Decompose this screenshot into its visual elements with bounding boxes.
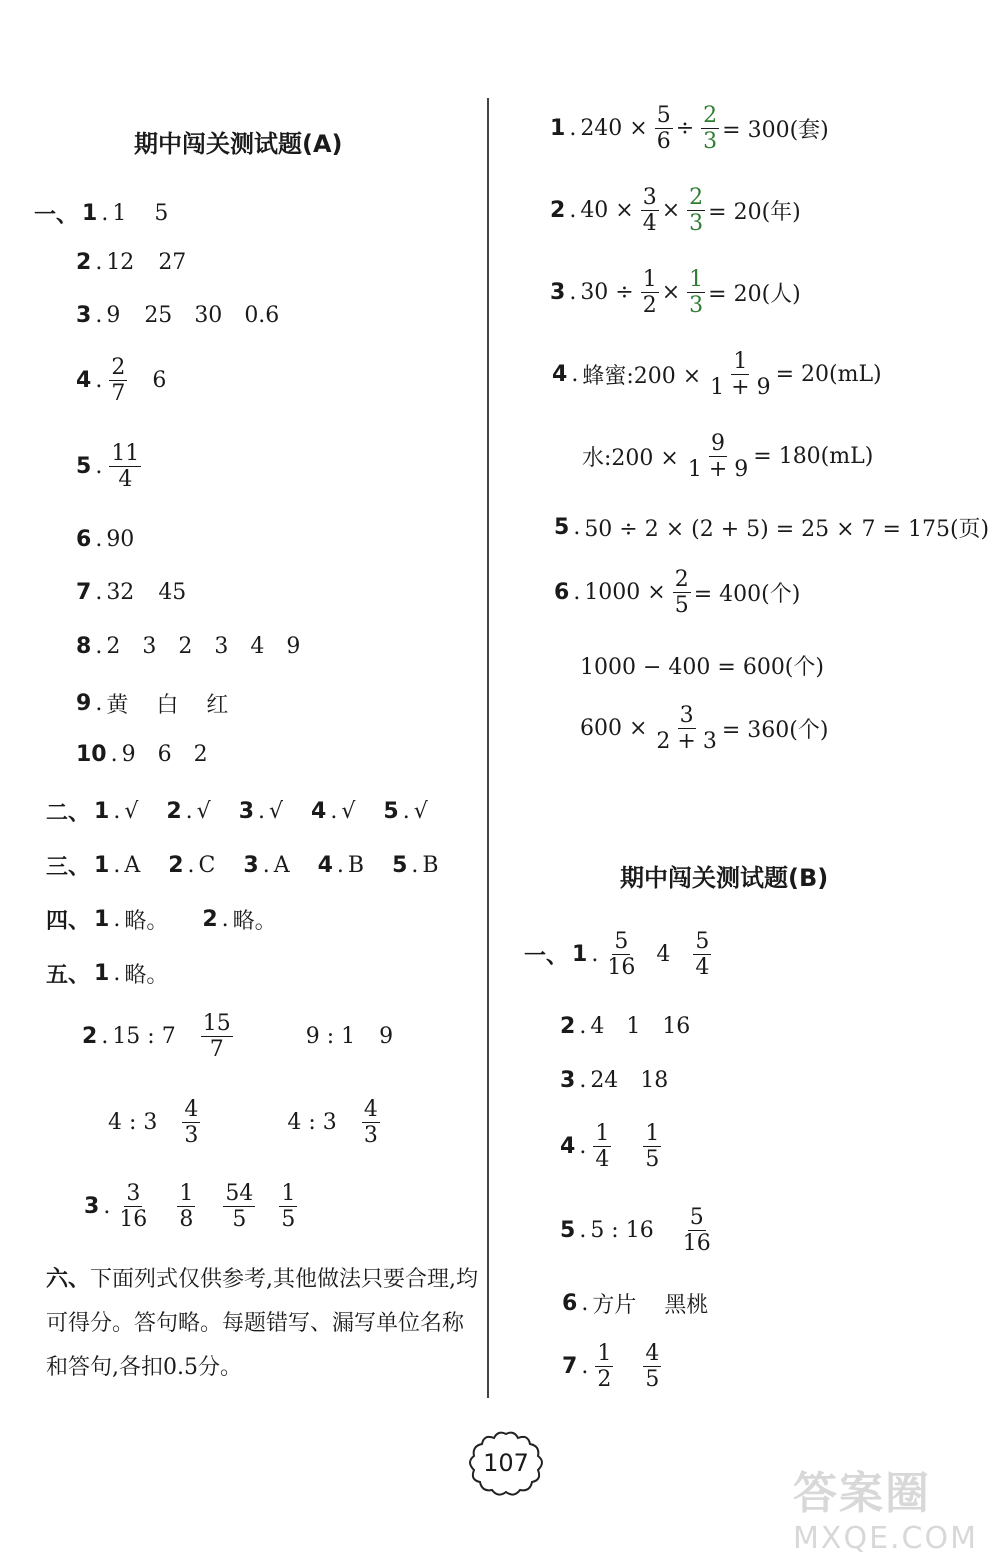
operator: ÷ xyxy=(675,116,695,142)
answer-1-2 xyxy=(76,250,190,275)
item-number: 1 xyxy=(572,942,588,968)
section-heading: 三、 xyxy=(46,855,91,880)
item-number: 2 xyxy=(76,250,92,275)
solution-4b xyxy=(582,432,877,481)
numerator: 5 xyxy=(656,103,671,128)
solution-4a xyxy=(552,350,886,399)
answer-4 xyxy=(46,904,281,935)
section-heading: 二、 xyxy=(46,801,91,826)
item-number: 5 xyxy=(383,799,399,824)
numerator: 1 xyxy=(595,1121,610,1146)
answer-value: 方片 xyxy=(592,1293,637,1318)
page-number: 107 xyxy=(483,1449,529,1477)
answer-value: 27 xyxy=(158,250,187,275)
numerator: 1 xyxy=(733,349,748,374)
numerator: 2 xyxy=(674,567,689,592)
numerator: 4 xyxy=(645,1341,660,1366)
section-heading: 一、 xyxy=(34,203,79,228)
denominator: 5 xyxy=(674,593,689,619)
solution-6b xyxy=(580,650,828,681)
denominator: 3 xyxy=(689,293,704,319)
numerator: 5 xyxy=(695,929,710,954)
dot: . xyxy=(258,799,266,824)
item-number: 2 xyxy=(202,907,218,932)
expression: 50 ÷ 2 × (2 + 5) = 25 × 7 = 175(页) xyxy=(584,517,990,542)
item-number: 4 xyxy=(560,1134,576,1160)
solution-6a xyxy=(554,568,804,617)
denominator: 2 + 3 xyxy=(656,729,717,755)
check-mark: √ xyxy=(196,799,211,824)
denominator: 16 xyxy=(119,1207,148,1233)
denominator: 2 xyxy=(597,1367,612,1393)
numerator: 2 xyxy=(703,103,718,128)
item-number: 4 xyxy=(552,362,568,388)
numerator: 1 xyxy=(689,267,704,292)
item-number: 5 xyxy=(554,515,570,540)
operator: × xyxy=(661,198,681,224)
ratio: 4 : 3 xyxy=(108,1110,158,1136)
fraction xyxy=(109,442,141,491)
result: = 300(套) xyxy=(722,118,829,144)
item-number: 6 xyxy=(554,580,570,606)
section-title-b: 期中闯关测试题(B) xyxy=(620,864,829,892)
numerator: 3 xyxy=(642,185,657,210)
section-6-note xyxy=(46,1258,478,1390)
item-number: 3 xyxy=(243,853,259,878)
result: = 20(mL) xyxy=(775,362,882,388)
denominator: 16 xyxy=(607,955,636,981)
solution-1 xyxy=(550,104,833,153)
answer-1-4 xyxy=(76,356,170,405)
answer-value: 24 xyxy=(590,1068,619,1093)
dot: . xyxy=(185,799,193,824)
section-heading: 四、 xyxy=(46,909,91,934)
denominator: 3 xyxy=(689,211,704,237)
fraction xyxy=(279,1182,297,1231)
result: = 360(个) xyxy=(721,718,829,744)
answer-value: 3 xyxy=(142,634,157,659)
denominator: 7 xyxy=(209,1037,224,1063)
fraction xyxy=(693,930,711,979)
fraction xyxy=(643,1122,661,1171)
b-answer-3 xyxy=(560,1068,672,1093)
dot: . xyxy=(579,1134,587,1160)
dot: . xyxy=(113,853,121,878)
dot: . xyxy=(95,580,103,605)
fraction xyxy=(641,186,659,235)
answer-value: 1 xyxy=(626,1014,641,1039)
dot: . xyxy=(569,280,577,306)
answer-value: 12 xyxy=(106,250,135,275)
fraction xyxy=(708,350,772,399)
item-number: 4 xyxy=(76,368,92,394)
answer-value: 黄 xyxy=(106,693,129,718)
item-number: 1 xyxy=(82,201,98,226)
answer-1-5 xyxy=(76,442,144,491)
b-answer-7 xyxy=(562,1342,664,1391)
ratio: 15 : 7 xyxy=(112,1024,176,1050)
fraction xyxy=(701,104,719,153)
answer-value: 2 xyxy=(178,634,193,659)
denominator: 3 xyxy=(703,129,718,155)
answer-5-1 xyxy=(46,958,172,989)
numerator: 1 xyxy=(597,1341,612,1366)
numerator: 3 xyxy=(126,1181,141,1206)
numerator: 2 xyxy=(689,185,704,210)
expression: 240 × xyxy=(580,116,648,142)
solution-3 xyxy=(550,268,805,317)
dot: . xyxy=(187,853,195,878)
fraction xyxy=(362,1098,380,1147)
answer-value: C xyxy=(198,853,216,878)
answer-5-2b xyxy=(108,1098,383,1147)
numerator: 1 xyxy=(179,1181,194,1206)
section-heading: 六、 xyxy=(46,1267,91,1292)
fraction xyxy=(641,268,659,317)
answer-value: 红 xyxy=(206,693,229,718)
item-number: 5 xyxy=(560,1218,576,1244)
dot: . xyxy=(113,907,121,932)
item-number: 2 xyxy=(560,1014,576,1039)
solution-2 xyxy=(550,186,805,235)
answer-value: 18 xyxy=(640,1068,669,1093)
dot: . xyxy=(569,116,577,142)
answer-2 xyxy=(46,796,432,827)
solution-5 xyxy=(554,512,993,543)
item-number: 1 xyxy=(94,799,110,824)
item-number: 1 xyxy=(94,961,110,986)
result: = 400(个) xyxy=(693,582,801,608)
item-number: 9 xyxy=(76,691,92,716)
check-mark: √ xyxy=(413,799,428,824)
dot: . xyxy=(569,198,577,224)
item-number: 2 xyxy=(550,198,566,224)
check-mark: √ xyxy=(341,799,356,824)
dot: . xyxy=(330,799,338,824)
watermark xyxy=(793,1457,978,1556)
answer-value: B xyxy=(347,853,365,878)
answer-value: 9 xyxy=(379,1024,394,1050)
denominator: 1 + 9 xyxy=(710,375,771,401)
item-number: 4 xyxy=(311,799,327,824)
b-answer-2 xyxy=(560,1014,694,1039)
solution-6c xyxy=(580,704,832,753)
answer-1-9 xyxy=(76,688,232,719)
ratio: 9 : 1 xyxy=(305,1024,356,1050)
dot: . xyxy=(573,515,581,540)
item-number: 2 xyxy=(168,853,184,878)
dot: . xyxy=(113,961,121,986)
denominator: 4 xyxy=(642,211,657,237)
item-number: 2 xyxy=(82,1024,98,1050)
section-title-a: 期中闯关测试题(A) xyxy=(134,130,343,158)
fraction xyxy=(593,1122,611,1171)
answer-1-7 xyxy=(76,580,190,605)
dot: . xyxy=(579,1218,587,1244)
fraction xyxy=(595,1342,613,1391)
dot: . xyxy=(573,580,581,606)
denominator: 8 xyxy=(179,1207,194,1233)
item-number: 1 xyxy=(94,907,110,932)
ratio: 5 : 16 xyxy=(590,1218,654,1244)
denominator: 2 xyxy=(642,293,657,319)
dot: . xyxy=(95,250,103,275)
fraction xyxy=(201,1012,233,1061)
answer-1-10 xyxy=(76,742,212,767)
column-divider xyxy=(487,98,489,1398)
denominator: 7 xyxy=(111,381,126,407)
item-number: 4 xyxy=(317,853,333,878)
numerator: 15 xyxy=(202,1011,231,1036)
expression: 水:200 × xyxy=(582,446,679,472)
answer-5-3 xyxy=(84,1182,300,1231)
answer-value: 16 xyxy=(662,1014,691,1039)
dot: . xyxy=(221,907,229,932)
answer-value: 9 xyxy=(106,303,121,328)
dot: . xyxy=(110,742,118,767)
answer-value: 45 xyxy=(158,580,187,605)
denominator: 3 xyxy=(363,1123,378,1149)
denominator: 5 xyxy=(281,1207,296,1233)
numerator: 1 xyxy=(642,267,657,292)
item-number: 3 xyxy=(76,303,92,328)
item-number: 6 xyxy=(562,1291,578,1316)
denominator: 4 xyxy=(118,467,133,493)
fraction xyxy=(681,1206,713,1255)
ratio: 4 : 3 xyxy=(287,1110,337,1136)
result: = 20(人) xyxy=(708,282,801,308)
answer-value: 5 xyxy=(154,201,169,226)
b-answer-1 xyxy=(524,930,714,979)
expression: 蜂蜜:200 × xyxy=(582,364,702,390)
fraction xyxy=(117,1182,149,1231)
dot: . xyxy=(411,853,419,878)
numerator: 4 xyxy=(184,1097,199,1122)
fraction xyxy=(654,704,718,753)
dot: . xyxy=(101,201,109,226)
answer-value: 0.6 xyxy=(244,303,280,328)
dot: . xyxy=(402,799,410,824)
fraction xyxy=(182,1098,200,1147)
numerator: 5 xyxy=(614,929,629,954)
answer-value: B xyxy=(422,853,439,878)
dot: . xyxy=(571,362,579,388)
dot: . xyxy=(579,1068,587,1093)
fraction xyxy=(687,186,705,235)
item-number: 3 xyxy=(238,799,255,824)
denominator: 5 xyxy=(232,1207,247,1233)
dot: . xyxy=(95,454,103,480)
fraction xyxy=(643,1342,661,1391)
answer-value: 3 xyxy=(214,634,229,659)
b-answer-4 xyxy=(560,1122,664,1171)
item-number: 3 xyxy=(550,280,566,306)
fraction xyxy=(605,930,637,979)
section-heading: 五、 xyxy=(46,963,91,988)
item-number: 7 xyxy=(562,1354,578,1380)
answer-value: 略。 xyxy=(124,909,169,934)
operator: × xyxy=(661,280,681,306)
numerator: 11 xyxy=(111,441,140,466)
answer-1-6 xyxy=(76,527,138,552)
result: = 180(mL) xyxy=(753,444,874,470)
item-number: 7 xyxy=(76,580,92,605)
dot: . xyxy=(95,303,103,328)
fraction xyxy=(177,1182,195,1231)
dot: . xyxy=(336,853,344,878)
answer-value: 9 xyxy=(121,742,136,767)
denominator: 5 xyxy=(645,1367,660,1393)
b-answer-6 xyxy=(562,1288,712,1319)
denominator: 5 xyxy=(645,1147,660,1173)
dot: . xyxy=(591,942,599,968)
answer-value: 90 xyxy=(106,527,135,552)
answer-value: 6 xyxy=(152,368,167,394)
answer-value: 4 xyxy=(590,1014,605,1039)
section-heading: 一、 xyxy=(524,944,569,970)
answer-value: 略。 xyxy=(232,909,277,934)
denominator: 3 xyxy=(184,1123,199,1149)
expression: 40 × xyxy=(580,198,634,224)
denominator: 1 + 9 xyxy=(687,457,749,483)
numerator: 1 xyxy=(281,1181,296,1206)
item-number: 10 xyxy=(76,742,107,767)
item-number: 8 xyxy=(76,634,92,659)
fraction xyxy=(109,356,127,405)
result: = 20(年) xyxy=(708,200,801,226)
answer-5-2a xyxy=(82,1012,397,1061)
answer-value: A xyxy=(124,853,141,878)
dot: . xyxy=(95,368,103,394)
note-text: 下面列式仅供参考,其他做法只要合理,均可得分。答句略。每题错写、漏写单位名称和答句,各扣0.5分。 xyxy=(46,1267,479,1380)
fraction xyxy=(223,1182,255,1231)
b-answer-5 xyxy=(560,1206,716,1255)
denominator: 4 xyxy=(695,955,710,981)
expression: 1000 × xyxy=(584,580,666,606)
numerator: 4 xyxy=(363,1097,378,1122)
item-number: 5 xyxy=(76,454,92,480)
answer-value: 1 xyxy=(112,201,127,226)
numerator: 5 xyxy=(689,1205,704,1230)
expression: 30 ÷ xyxy=(580,280,634,306)
numerator: 54 xyxy=(225,1181,254,1206)
check-mark: √ xyxy=(124,799,139,824)
numerator: 9 xyxy=(711,431,726,456)
fraction xyxy=(673,568,691,617)
dot: . xyxy=(95,527,103,552)
dot: . xyxy=(103,1194,111,1220)
fraction xyxy=(687,268,705,317)
denominator: 16 xyxy=(682,1231,711,1257)
dot: . xyxy=(95,634,103,659)
watermark-url: MXQE.COM xyxy=(793,1521,978,1556)
answer-3 xyxy=(46,850,443,881)
answer-value: 6 xyxy=(157,742,172,767)
item-number: 2 xyxy=(166,799,182,824)
answer-value: 略。 xyxy=(124,963,169,988)
answer-value: 白 xyxy=(156,693,179,718)
numerator: 2 xyxy=(111,355,126,380)
page-number-badge xyxy=(466,1428,546,1498)
numerator: 3 xyxy=(679,703,694,728)
dot: . xyxy=(101,1024,109,1050)
answer-value: 30 xyxy=(194,303,223,328)
answer-value: 32 xyxy=(106,580,135,605)
dot: . xyxy=(581,1291,589,1316)
answer-value: 4 xyxy=(250,634,265,659)
expression: 1000 − 400 = 600(个) xyxy=(580,655,824,680)
check-mark: √ xyxy=(269,799,284,824)
answer-value: 2 xyxy=(193,742,208,767)
item-number: 3 xyxy=(84,1194,100,1220)
dot: . xyxy=(113,799,121,824)
item-number: 3 xyxy=(560,1068,576,1093)
item-number: 5 xyxy=(392,853,408,878)
answer-value: A xyxy=(273,853,290,878)
dot: . xyxy=(95,691,103,716)
dot: . xyxy=(581,1354,589,1380)
answer-value: 黑桃 xyxy=(664,1293,709,1318)
fraction xyxy=(686,432,750,481)
item-number: 1 xyxy=(550,116,566,142)
item-number: 1 xyxy=(94,853,110,878)
dot: . xyxy=(579,1014,587,1039)
denominator: 4 xyxy=(595,1147,610,1173)
answer-1-8 xyxy=(76,634,304,659)
denominator: 6 xyxy=(656,129,671,155)
answer-1-1 xyxy=(34,198,172,229)
dot: . xyxy=(262,853,270,878)
numerator: 1 xyxy=(645,1121,660,1146)
item-number: 6 xyxy=(76,527,92,552)
watermark-logo-text: 答案圈 xyxy=(793,1468,932,1519)
answer-value: 9 xyxy=(286,634,301,659)
answer-value: 4 xyxy=(656,942,671,968)
answer-1-3 xyxy=(76,303,283,328)
expression: 600 × xyxy=(580,716,648,742)
answer-value: 2 xyxy=(106,634,121,659)
answer-value: 25 xyxy=(144,303,173,328)
fraction xyxy=(655,104,673,153)
